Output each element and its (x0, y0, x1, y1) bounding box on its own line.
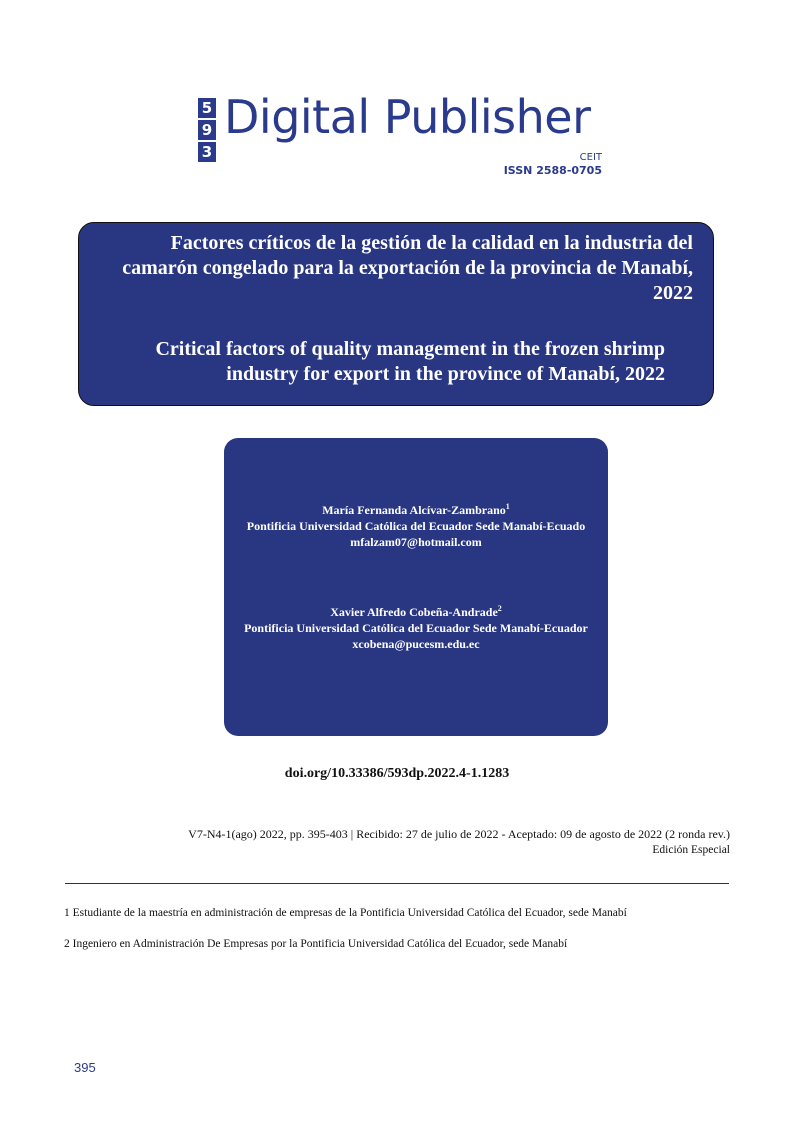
author-footnote-mark: 2 (497, 604, 502, 613)
author-name-line (236, 604, 596, 620)
author-affiliation: Pontificia Universidad Católica del Ecuador Sede Manabí-Ecuador (244, 621, 588, 635)
edition-label: Edición Especial (652, 844, 730, 856)
author-email[interactable]: xcobena@pucesm.edu.ec (352, 637, 480, 651)
footnote-2: 2 Ingeniero en Administración De Empresas por la Pontificia Universidad Católica del Ecuador, sede Manabí (64, 938, 568, 950)
logo-issn: ISSN 2588-0705 (503, 164, 602, 177)
author-block (236, 604, 596, 652)
journal-logo (198, 90, 618, 182)
logo-title: Digital Publisher (224, 90, 591, 144)
logo-number-blocks (198, 98, 218, 164)
footnote-1: 1 Estudiante de la maestría en administración de empresas de la Pontificia Universidad Católica del Ecuador, sede Manabí (64, 907, 627, 919)
author-name: María Fernanda Alcívar-Zambrano (322, 503, 506, 517)
footnote-divider (65, 883, 729, 884)
author-footnote-mark: 1 (505, 502, 510, 511)
publication-details: V7-N4-1(ago) 2022, pp. 395-403 | Recibido: 27 de julio de 2022 - Aceptado: 09 de agosto de 2022 (2 ronda rev.) (188, 827, 730, 841)
logo-digit: 3 (198, 142, 216, 162)
logo-ceit: CEIT (579, 152, 602, 163)
author-block (236, 502, 596, 550)
doi-link[interactable]: doi.org/10.33386/593dp.2022.4-1.1283 (284, 766, 510, 781)
authors-box (224, 438, 608, 736)
author-name: Xavier Alfredo Cobeña-Andrade (330, 605, 498, 619)
page-number: 395 (74, 1060, 96, 1075)
logo-digit: 5 (198, 98, 216, 118)
logo-digit: 9 (198, 120, 216, 140)
author-affiliation: Pontificia Universidad Católica del Ecuador Sede Manabí-Ecuado (246, 519, 586, 533)
title-english: Critical factors of quality management in the frozen shrimp industry for export in the province of Manabí, 2022 (155, 338, 665, 385)
publication-info (50, 826, 730, 858)
title-box (78, 222, 714, 406)
author-name-line (236, 502, 596, 518)
title-spanish: Factores críticos de la gestión de la calidad en la industria del camarón congelado para la exportación de la provincia de Manabí, 2022 (122, 232, 693, 304)
author-email[interactable]: mfalzam07@hotmail.com (350, 535, 482, 549)
